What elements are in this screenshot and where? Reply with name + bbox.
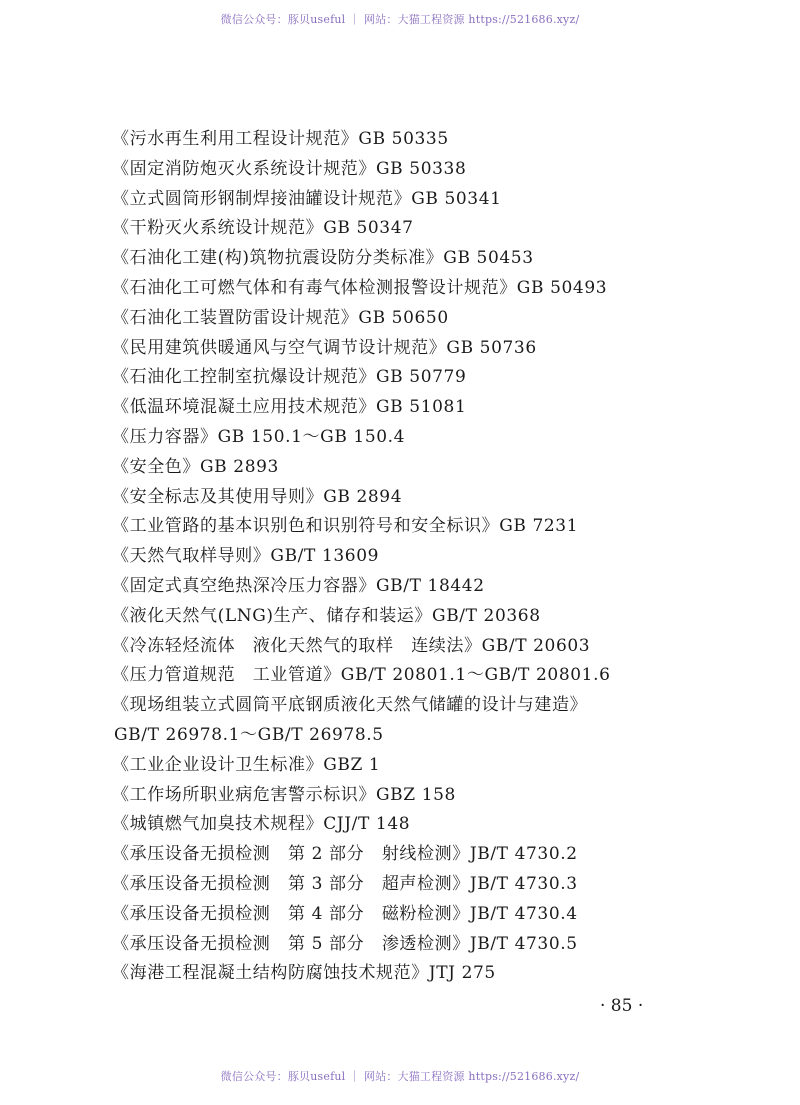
reference-item: 《工业企业设计卫生标准》GBZ 1 xyxy=(112,754,381,775)
reference-item: 《压力容器》GB 150.1～GB 150.4 xyxy=(112,426,406,447)
reference-item: 《民用建筑供暖通风与空气调节设计规范》GB 50736 xyxy=(112,337,537,358)
reference-item: 《压力管道规范 工业管道》GB/T 20801.1～GB/T 20801.6 xyxy=(112,665,611,686)
watermark-footer: 微信公众号：豚贝useful ｜ 网站：大猫工程资源 https://521686.xyz/ xyxy=(220,1070,580,1083)
reference-item: 《石油化工控制室抗爆设计规范》GB 50779 xyxy=(112,367,467,388)
reference-item: 《承压设备无损检测 第 2 部分 射线检测》JB/T 4730.2 xyxy=(112,844,578,865)
reference-item: 《冷冻轻烃流体 液化天然气的取样 连续法》GB/T 20603 xyxy=(112,635,591,656)
reference-item: 《承压设备无损检测 第 4 部分 磁粉检测》JB/T 4730.4 xyxy=(112,903,578,924)
reference-item: 《固定式真空绝热深冷压力容器》GB/T 18442 xyxy=(112,575,485,596)
reference-list xyxy=(112,125,610,989)
reference-item: 《海港工程混凝土结构防腐蚀技术规范》JTJ 275 xyxy=(112,963,496,984)
reference-item: 《液化天然气(LNG)生产、储存和装运》GB/T 20368 xyxy=(112,605,541,626)
reference-item: 《石油化工建(构)筑物抗震设防分类标准》GB 50453 xyxy=(112,248,534,269)
reference-item: 《现场组装立式圆筒平底钢质液化天然气储罐的设计与建造》 xyxy=(112,695,588,716)
reference-item: 《安全标志及其使用导则》GB 2894 xyxy=(112,486,403,507)
reference-item: 《天然气取样导则》GB/T 13609 xyxy=(112,546,380,567)
reference-item: 《承压设备无损检测 第 3 部分 超声检测》JB/T 4730.3 xyxy=(112,873,578,894)
reference-item: 《干粉灭火系统设计规范》GB 50347 xyxy=(112,218,414,239)
reference-item: 《低温环境混凝土应用技术规范》GB 51081 xyxy=(112,397,467,418)
reference-item: 《工作场所职业病危害警示标识》GBZ 158 xyxy=(112,784,456,805)
reference-item: 《石油化工可燃气体和有毒气体检测报警设计规范》GB 50493 xyxy=(112,277,608,298)
reference-item: 《立式圆筒形钢制焊接油罐设计规范》GB 50341 xyxy=(112,188,502,209)
watermark-header: 微信公众号：豚贝useful ｜ 网站：大猫工程资源 https://521686.xyz/ xyxy=(220,13,580,26)
page-number: · 85 · xyxy=(600,996,644,1016)
reference-item: 《承压设备无损检测 第 5 部分 渗透检测》JB/T 4730.5 xyxy=(112,933,578,954)
reference-item: 《城镇燃气加臭技术规程》CJJ/T 148 xyxy=(112,814,411,835)
reference-item-continuation: GB/T 26978.1～GB/T 26978.5 xyxy=(114,724,384,745)
reference-item: 《安全色》GB 2893 xyxy=(112,456,279,477)
reference-item: 《石油化工装置防雷设计规范》GB 50650 xyxy=(112,307,449,328)
reference-item: 《污水再生利用工程设计规范》GB 50335 xyxy=(112,129,449,149)
reference-item: 《工业管路的基本识别色和识别符号和安全标识》GB 7231 xyxy=(112,516,579,537)
reference-item: 《固定消防炮灭火系统设计规范》GB 50338 xyxy=(112,158,467,179)
